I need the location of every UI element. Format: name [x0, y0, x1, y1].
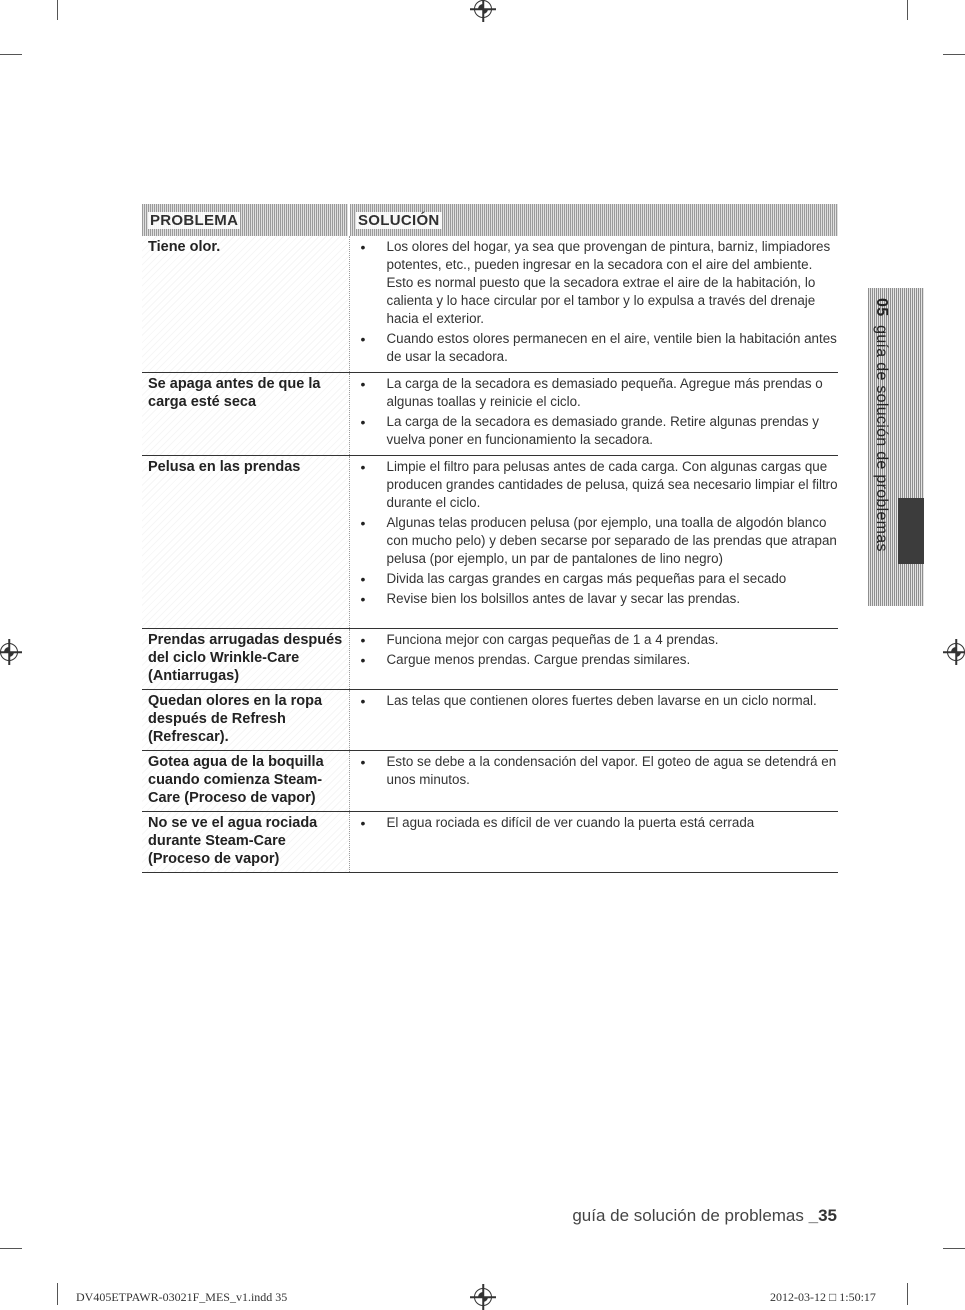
- crop-mark: [57, 0, 58, 20]
- problem-cell: No se ve el agua rociada durante Steam-Care (Proceso de vapor): [142, 812, 349, 873]
- print-slug-date: 2012-03-12 □ 1:50:17: [770, 1290, 876, 1304]
- crop-mark: [907, 0, 908, 20]
- table-row: [142, 373, 838, 456]
- print-slug-file: DV405ETPAWR-03021F_MES_v1.indd 35: [76, 1290, 288, 1304]
- solution-cell: [349, 629, 838, 690]
- solution-item: • La carga de la secadora es demasiado grande. Retire algunas prendas y vuelva poner en funcionamiento la secadora.: [360, 413, 839, 449]
- chapter-tab-label: [872, 298, 890, 552]
- solution-item: • El agua rociada es difícil de ver cuando la puerta está cerrada: [360, 814, 839, 832]
- solution-item: • Cuando estos olores permanecen en el aire, ventile bien la habitación antes de usar la secadora.: [360, 330, 839, 366]
- solution-cell: [349, 236, 838, 373]
- page-number: _35: [808, 1206, 837, 1225]
- registration-mark-icon: [474, 0, 492, 18]
- chapter-number: 05: [873, 298, 890, 317]
- problem-cell: Gotea agua de la boquilla cuando comienza Steam-Care (Proceso de vapor): [142, 751, 349, 812]
- problem-cell: Pelusa en las prendas: [142, 456, 349, 629]
- solution-item: • Revise bien los bolsillos antes de lavar y secar las prendas.: [360, 590, 839, 608]
- solution-item: • Algunas telas producen pelusa (por ejemplo, una toalla de algodón blanco con mucho pelo) y deben secarse por separado de las prendas que atrapan pelusa (por ejemplo, un par de pantalones de lino negro): [360, 514, 839, 568]
- chapter-title: guía de solución de problemas: [873, 325, 890, 552]
- problem-cell: Tiene olor.: [142, 236, 349, 373]
- table-row: [142, 456, 838, 629]
- table-row: [142, 812, 838, 873]
- problem-cell: Se apaga antes de que la carga esté seca: [142, 373, 349, 456]
- table-row: [142, 690, 838, 751]
- solution-cell: [349, 373, 838, 456]
- crop-mark: [943, 54, 965, 55]
- footer-section-title: guía de solución de problemas: [572, 1206, 804, 1225]
- troubleshooting-table: [142, 204, 838, 873]
- crop-mark: [0, 1248, 22, 1249]
- solution-cell: [349, 751, 838, 812]
- solution-item: • Los olores del hogar, ya sea que provengan de pintura, barniz, limpiadores potentes, etc., pueden ingresar en la secadora con el aire del ambiente. Esto es normal puesto que la secadora extrae el aire de la habitación, lo calienta y lo hace circular por el tambor y lo expulsa a través del drenaje hacia el exterior.: [360, 238, 839, 328]
- chapter-side-tab: [868, 288, 924, 606]
- crop-mark: [0, 54, 22, 55]
- solution-item: • Esto se debe a la condensación del vapor. El goteo de agua se detendrá en unos minutos.: [360, 753, 839, 789]
- problem-column-header: PROBLEMA: [142, 204, 349, 236]
- registration-mark-icon: [947, 643, 965, 661]
- table-row: [142, 751, 838, 812]
- solution-item: • Funciona mejor con cargas pequeñas de 1 a 4 prendas.: [360, 631, 839, 649]
- table-row: [142, 236, 838, 373]
- problem-cell: Quedan olores en la ropa después de Refresh (Refrescar).: [142, 690, 349, 751]
- crop-mark: [907, 1283, 908, 1305]
- crop-mark: [57, 1283, 58, 1305]
- solution-item: • Limpie el filtro para pelusas antes de cada carga. Con algunas cargas que producen grandes cantidades de pelusa, quizá sea necesario limpiar el filtro durante el ciclo.: [360, 458, 839, 512]
- solution-item: • Las telas que contienen olores fuertes deben lavarse en un ciclo normal.: [360, 692, 839, 710]
- registration-mark-icon: [0, 643, 18, 661]
- page-footer: [572, 1206, 837, 1226]
- problem-cell: Prendas arrugadas después del ciclo Wrinkle-Care (Antiarrugas): [142, 629, 349, 690]
- crop-mark: [943, 1248, 965, 1249]
- solution-cell: [349, 690, 838, 751]
- solution-column-header: SOLUCIÓN: [349, 204, 838, 236]
- solution-cell: [349, 456, 838, 629]
- registration-mark-icon: [474, 1288, 492, 1306]
- solution-item: • Divida las cargas grandes en cargas más pequeñas para el secado: [360, 570, 839, 588]
- table-header-row: [142, 204, 838, 236]
- table-row: [142, 629, 838, 690]
- solution-item: • La carga de la secadora es demasiado pequeña. Agregue más prendas o algunas toallas y reinicie el ciclo.: [360, 375, 839, 411]
- solution-item: • Cargue menos prendas. Cargue prendas similares.: [360, 651, 839, 669]
- solution-cell: [349, 812, 838, 873]
- chapter-tab-marker: [898, 498, 924, 564]
